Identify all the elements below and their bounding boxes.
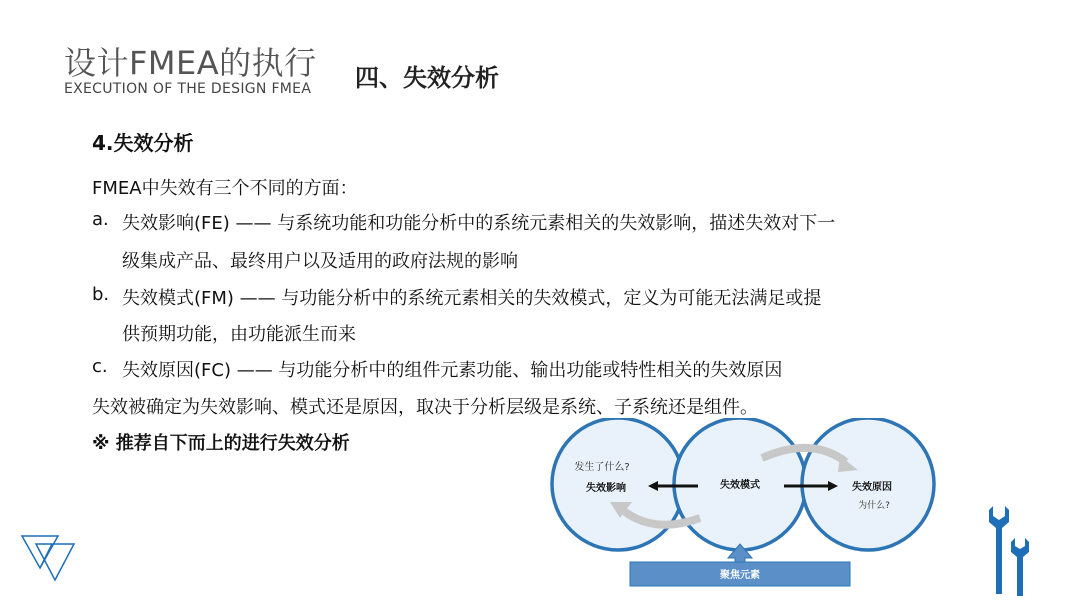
- conclusion-text: 失效被确定为失效影响、模式还是原因，取决于分析层级是系统、子系统还是组件。: [92, 397, 758, 418]
- item-b-marker: b.: [92, 284, 110, 305]
- content-heading: 4.失效分析: [92, 131, 194, 155]
- effect-label: 失效影响: [586, 483, 626, 494]
- item-a-text-line-2: 级集成产品、最终用户以及适用的政府法规的影响: [122, 251, 518, 272]
- item-a-marker: a.: [92, 209, 109, 230]
- focus-label: 聚焦元素: [720, 570, 760, 581]
- intro-text: FMEA中失效有三个不同的方面：: [92, 178, 358, 199]
- recommendation-note: ※ 推荐自下而上的进行失效分析: [92, 433, 350, 454]
- section-title: 四、失效分析: [355, 64, 499, 92]
- item-c-marker: c.: [92, 356, 108, 377]
- item-a-text-line-1: 失效影响(FE) —— 与系统功能和功能分析中的系统元素相关的失效影响，描述失效对下一: [122, 213, 836, 234]
- item-b-text-line-1: 失效模式(FM) —— 与功能分析中的系统元素相关的失效模式，定义为可能无法满足或提: [122, 288, 822, 309]
- cause-question: 为什么?: [858, 501, 890, 511]
- item-b-text-line-2: 供预期功能，由功能派生而来: [122, 324, 356, 345]
- mode-label: 失效模式: [720, 480, 760, 491]
- effect-question: 发生了什么?: [574, 462, 630, 473]
- triangle-logo-icon: [18, 530, 78, 586]
- cause-label: 失效原因: [852, 482, 892, 493]
- page-subtitle: EXECUTION OF THE DESIGN FMEA: [64, 81, 312, 97]
- page-title: 设计FMEA的执行: [64, 44, 317, 82]
- item-c-text-line-1: 失效原因(FC) —— 与功能分析中的组件元素功能、输出功能或特性相关的失效原因: [122, 360, 783, 381]
- failure-chain-diagram: [540, 418, 940, 590]
- wrench-tools-icon: [985, 502, 1035, 600]
